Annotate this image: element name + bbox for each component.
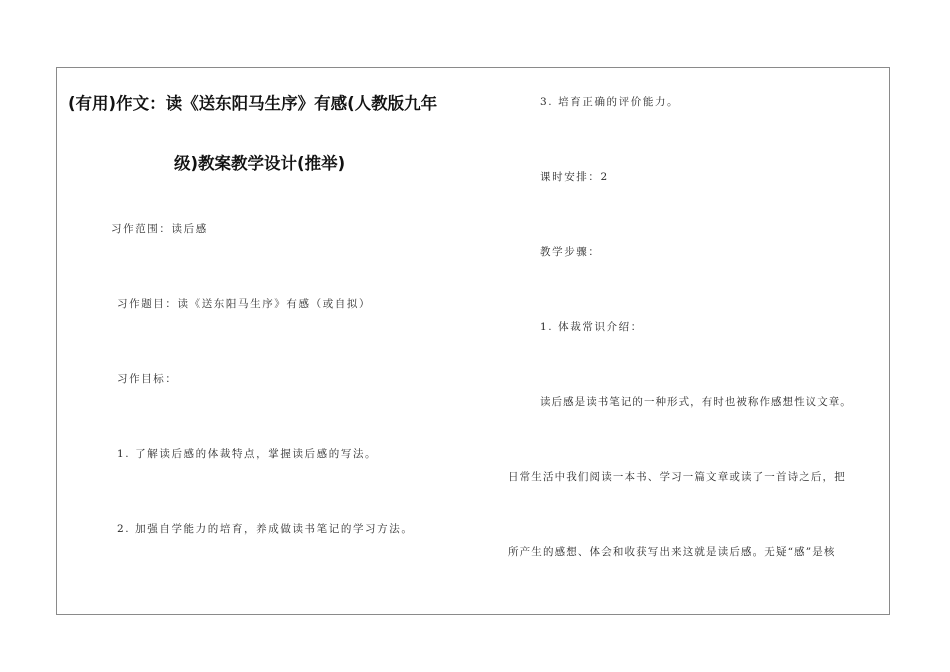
goal-item-3: 3. 培育正确的评价能力。 [540,96,680,108]
goal-item-2: 2. 加强自学能力的培育，养成做读书笔记的学习方法。 [117,523,414,535]
body-paragraph-line-1: 读后感是读书笔记的一种形式，有时也被称作感想性议文章。 [540,396,852,408]
body-paragraph-line-2: 日常生活中我们阅读一本书、学习一篇文章或读了一首诗之后，把 [508,471,846,483]
step-item-1: 1. 体裁常识介绍： [540,321,643,333]
goal-item-1: 1. 了解读后感的体裁特点，掌握读后感的写法。 [117,448,378,460]
document-title-line-2: 级)教案教学设计(推举) [174,154,346,173]
document-title-line-1: (有用)作文：读《送东阳马生序》有感(人教版九年 [68,94,438,113]
writing-topic: 习作题目：读《送东阳马生序》有感（或自拟） [117,298,372,310]
lesson-schedule: 课时安排：2 [540,171,609,183]
body-paragraph-line-3: 所产生的感想、体会和收获写出来这就是读后感。无疑“感”是核 [508,546,836,558]
writing-goals-heading: 习作目标： [117,373,178,385]
teaching-steps-heading: 教学步骤： [540,246,601,258]
writing-scope: 习作范围：读后感 [111,223,208,235]
